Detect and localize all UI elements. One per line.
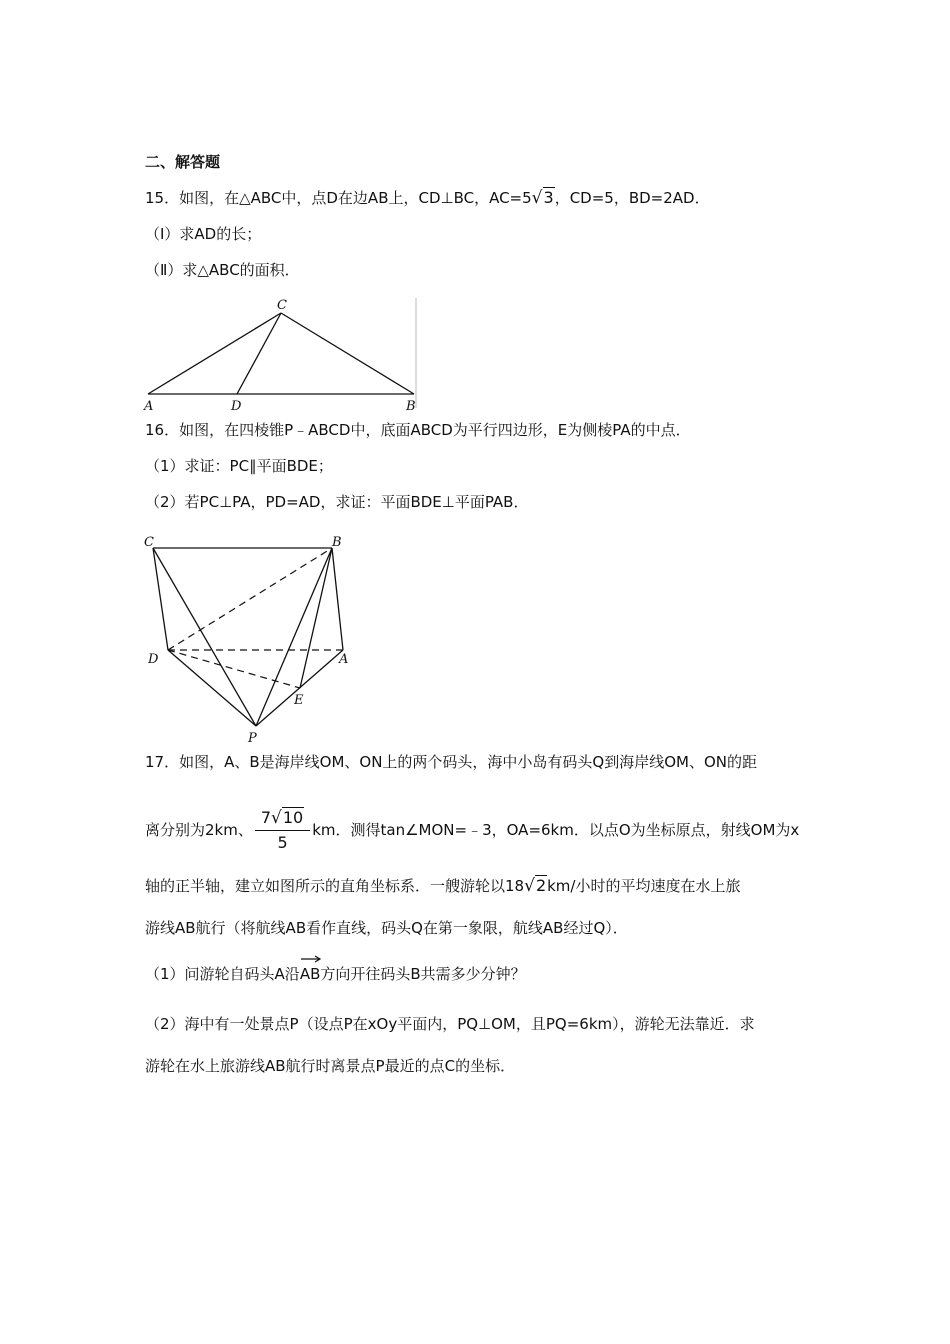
q15-stem-part-a: 15．如图，在△ABC中，点D在边AB上，CD⊥BC，AC=5 xyxy=(145,189,532,207)
edge-BA xyxy=(332,548,343,650)
q16-part2: （2）若PC⊥PA，PD=AD，求证：平面BDE⊥平面PAB． xyxy=(145,493,529,511)
vector-arrow-icon xyxy=(300,955,322,963)
label-E: E xyxy=(294,693,304,708)
q17-line3-part-b: km/小时的平均速度在水上旅 xyxy=(547,877,741,895)
q17-line2 xyxy=(145,806,799,854)
label-A: A xyxy=(144,399,154,414)
numerator-coefficient: 7 xyxy=(260,808,272,827)
q15-stem-part-b: ，CD=5，BD=2AD． xyxy=(554,189,710,207)
label-P: P xyxy=(248,731,257,745)
sqrt-2 xyxy=(524,876,547,896)
q17-part2-line2: 游轮在水上旅游线AB航行时离景点P最近的点C的坐标． xyxy=(145,1057,516,1075)
edge-CD xyxy=(153,548,168,650)
label-B: B xyxy=(406,399,416,414)
radical-sign: √ xyxy=(271,808,282,828)
label-C: C xyxy=(144,535,154,550)
q15-triangle-figure xyxy=(140,296,425,416)
q17-line2-part-b: km．测得tan∠MON=﹣3，OA=6km．以点O为坐标原点，射线OM为x xyxy=(312,821,800,839)
label-A: A xyxy=(339,652,349,667)
sqrt-10 xyxy=(271,808,304,828)
sqrt-3 xyxy=(532,188,555,208)
q17-line3-part-a: 轴的正半轴，建立如图所示的直角坐标系．一艘游轮以18 xyxy=(145,877,525,895)
radical-sign: √ xyxy=(524,876,535,896)
label-B: B xyxy=(332,535,342,550)
q17-part1-b: 方向开往码头B共需多少分钟？ xyxy=(320,965,526,983)
edge-BE xyxy=(300,548,332,688)
segment-CD xyxy=(237,313,281,394)
q16-part1: （1）求证：PC∥平面BDE； xyxy=(145,457,333,475)
segment-BC xyxy=(281,313,414,394)
segment-AC xyxy=(148,313,281,394)
q17-part1 xyxy=(145,962,526,984)
vector-AB xyxy=(300,962,321,984)
q16-stem: 16．如图，在四棱锥P﹣ABCD中，底面ABCD为平行四边形，E为侧棱PA的中点． xyxy=(145,421,691,439)
label-C: C xyxy=(277,298,287,313)
fraction-7sqrt10-over-5 xyxy=(255,808,310,853)
vector-label: AB xyxy=(299,965,321,983)
label-D: D xyxy=(148,652,159,667)
fraction-numerator xyxy=(255,808,310,831)
q15-stem xyxy=(145,188,710,208)
q17-line4: 游线AB航行（将航线AB看作直线，码头Q在第一象限，航线AB经过Q）． xyxy=(145,919,628,937)
label-D: D xyxy=(231,399,242,414)
q17-part2-line1: （2）海中有一处景点P（设点P在xOy平面内，PQ⊥OM，且PQ=6km），游轮无法靠近．求 xyxy=(145,1015,755,1033)
q15-part1: （Ⅰ）求AD的长； xyxy=(145,225,262,243)
fraction-denominator: 5 xyxy=(277,833,288,852)
radical-sign: √ xyxy=(531,188,543,208)
q17-line3 xyxy=(145,876,740,896)
q17-part1-a: （1）问游轮自码头A沿 xyxy=(145,965,300,983)
edge-DB-dashed xyxy=(168,548,332,650)
radicand: 3 xyxy=(543,188,554,207)
edge-CP xyxy=(153,548,256,726)
q17-line1: 17．如图，A、B是海岸线OM、ON上的两个码头，海中小岛有码头Q到海岸线OM、ON的距 xyxy=(145,753,758,771)
section-title: 二、解答题 xyxy=(145,153,221,171)
radicand: 10 xyxy=(282,808,304,827)
q15-part2: （Ⅱ）求△ABC的面积． xyxy=(145,261,300,279)
radicand: 2 xyxy=(535,876,547,895)
q17-line2-part-a: 离分别为2km、 xyxy=(145,821,253,839)
q16-pyramid-figure xyxy=(140,530,365,745)
edge-DP xyxy=(168,650,256,726)
